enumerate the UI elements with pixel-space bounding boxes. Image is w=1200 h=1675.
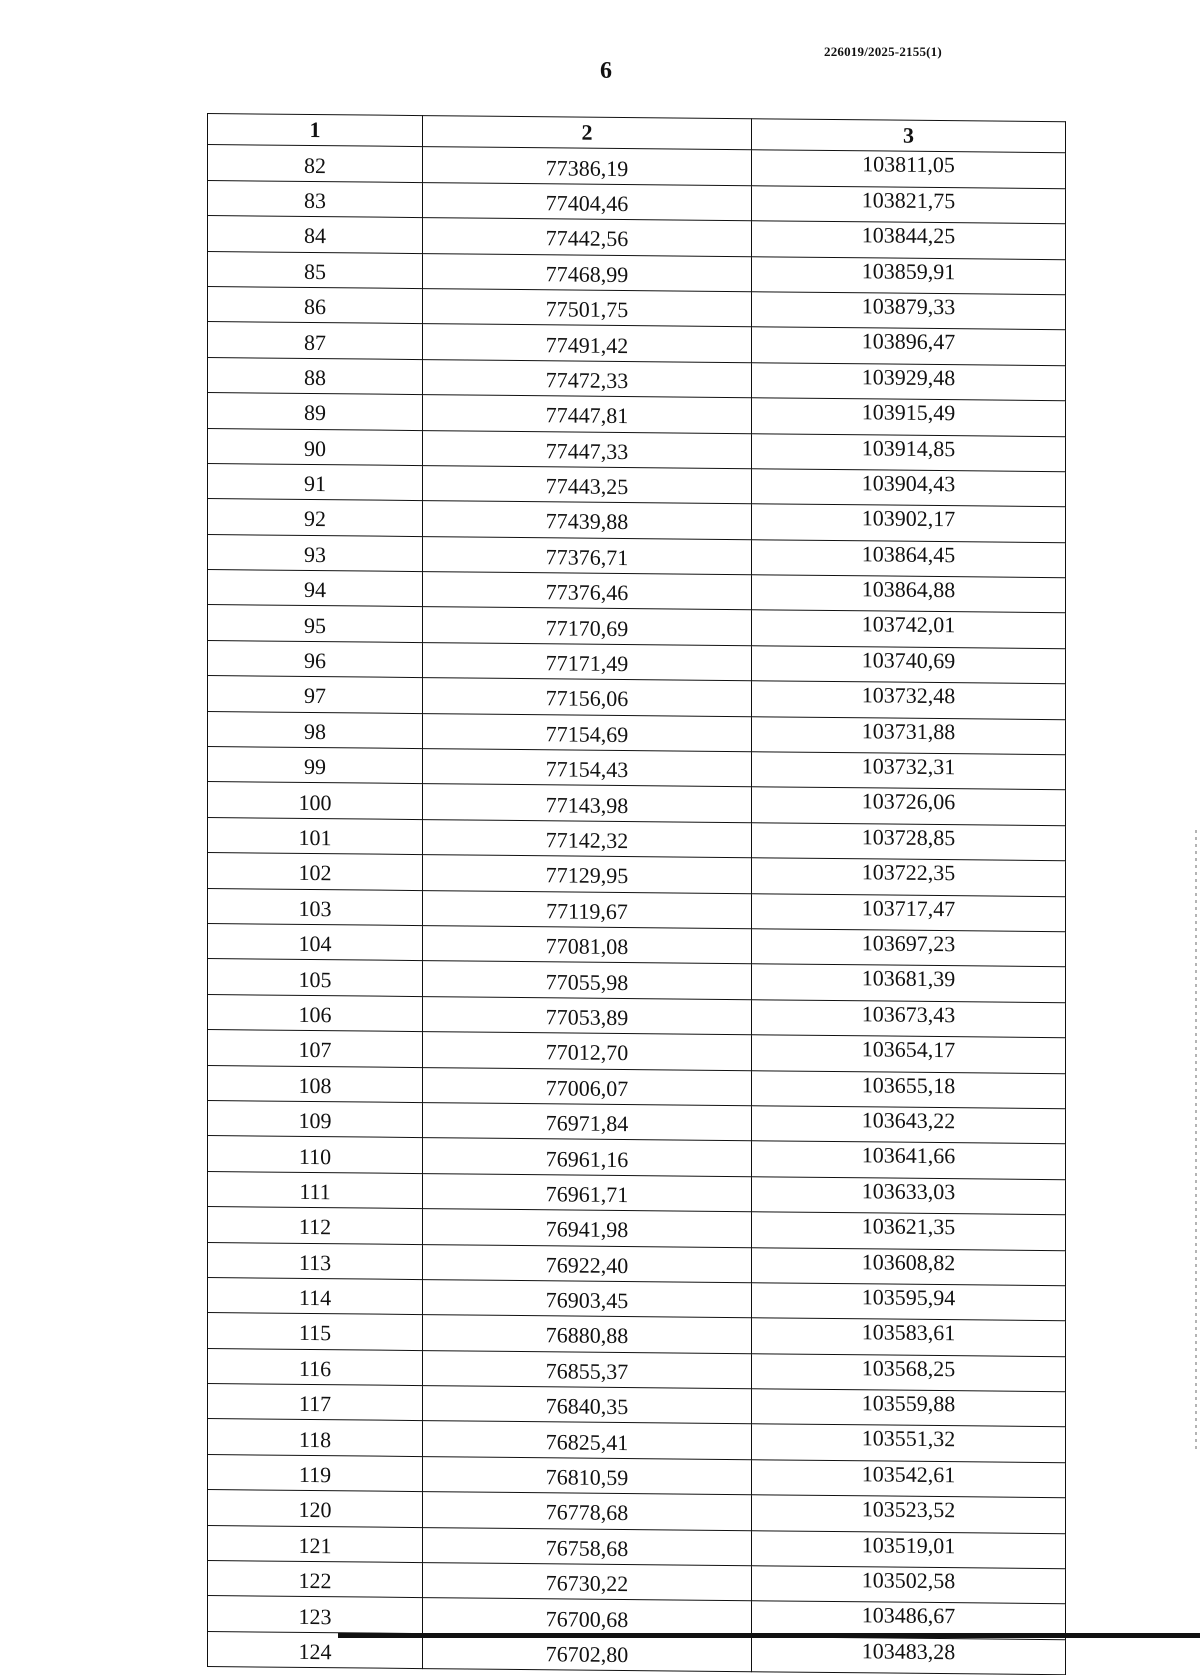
y-coordinate-cell: 103595,94: [752, 1283, 1066, 1321]
page-number: 6: [600, 58, 612, 84]
x-coordinate-cell: 77386,19: [423, 147, 752, 186]
point-number-cell: 91: [208, 463, 423, 500]
point-number-cell: 92: [208, 499, 423, 536]
y-coordinate-cell: 103811,05: [752, 150, 1066, 188]
x-coordinate-cell: 77156,06: [423, 678, 752, 717]
point-number-cell: 96: [208, 640, 423, 677]
y-coordinate-cell: 103633,03: [752, 1176, 1066, 1214]
x-coordinate-cell: 77447,81: [423, 395, 752, 434]
x-coordinate-cell: 76855,37: [423, 1350, 752, 1389]
y-coordinate-cell: 103483,28: [752, 1637, 1066, 1675]
point-number-cell: 110: [208, 1136, 423, 1173]
y-coordinate-cell: 103896,47: [752, 327, 1066, 365]
point-number-cell: 88: [208, 357, 423, 394]
point-number-cell: 98: [208, 711, 423, 748]
document-number: 226019/2025-2155(1): [824, 44, 942, 59]
y-coordinate-cell: 103655,18: [752, 1070, 1066, 1108]
y-coordinate-cell: 103859,91: [752, 256, 1066, 294]
x-coordinate-cell: 76922,40: [423, 1244, 752, 1283]
y-coordinate-cell: 103697,23: [752, 929, 1066, 967]
y-coordinate-cell: 103879,33: [752, 292, 1066, 330]
x-coordinate-cell: 76758,68: [423, 1527, 752, 1566]
y-coordinate-cell: 103726,06: [752, 787, 1066, 825]
column-header-1: 1: [208, 114, 423, 147]
y-coordinate-cell: 103608,82: [752, 1247, 1066, 1285]
point-number-cell: 121: [208, 1525, 423, 1562]
x-coordinate-cell: 77472,33: [423, 359, 752, 398]
point-number-cell: 84: [208, 216, 423, 253]
point-number-cell: 82: [208, 145, 423, 182]
point-number-cell: 103: [208, 888, 423, 925]
margin-stamp-text: [1195, 830, 1197, 1450]
y-coordinate-cell: 103732,48: [752, 681, 1066, 719]
point-number-cell: 114: [208, 1277, 423, 1314]
x-coordinate-cell: 77171,49: [423, 642, 752, 681]
point-number-cell: 101: [208, 817, 423, 854]
x-coordinate-cell: 76730,22: [423, 1563, 752, 1602]
x-coordinate-cell: 77376,46: [423, 572, 752, 611]
y-coordinate-cell: 103542,61: [752, 1460, 1066, 1498]
y-coordinate-cell: 103742,01: [752, 610, 1066, 648]
point-number-cell: 100: [208, 782, 423, 819]
x-coordinate-cell: 77053,89: [423, 996, 752, 1035]
x-coordinate-cell: 77404,46: [423, 182, 752, 221]
y-coordinate-cell: 103551,32: [752, 1424, 1066, 1462]
x-coordinate-cell: 77376,71: [423, 536, 752, 575]
x-coordinate-cell: 76810,59: [423, 1456, 752, 1495]
y-coordinate-cell: 103717,47: [752, 893, 1066, 931]
x-coordinate-cell: 77143,98: [423, 784, 752, 823]
point-number-cell: 85: [208, 251, 423, 288]
y-coordinate-cell: 103728,85: [752, 823, 1066, 861]
y-coordinate-cell: 103568,25: [752, 1353, 1066, 1391]
point-number-cell: 107: [208, 1030, 423, 1067]
y-coordinate-cell: 103641,66: [752, 1141, 1066, 1179]
x-coordinate-cell: 77006,07: [423, 1067, 752, 1106]
y-coordinate-cell: 103681,39: [752, 964, 1066, 1002]
point-number-cell: 102: [208, 853, 423, 890]
point-number-cell: 93: [208, 534, 423, 571]
x-coordinate-cell: 77439,88: [423, 501, 752, 540]
y-coordinate-cell: 103583,61: [752, 1318, 1066, 1356]
y-coordinate-cell: 103902,17: [752, 504, 1066, 542]
x-coordinate-cell: 77447,33: [423, 430, 752, 469]
x-coordinate-cell: 77442,56: [423, 218, 752, 257]
point-number-cell: 86: [208, 286, 423, 323]
point-number-cell: 94: [208, 570, 423, 607]
coordinates-table: [207, 113, 1066, 1675]
x-coordinate-cell: 76840,35: [423, 1386, 752, 1425]
x-coordinate-cell: 77491,42: [423, 324, 752, 363]
x-coordinate-cell: 77443,25: [423, 465, 752, 504]
x-coordinate-cell: 77468,99: [423, 253, 752, 292]
point-number-cell: 112: [208, 1207, 423, 1244]
point-number-cell: 89: [208, 393, 423, 430]
y-coordinate-cell: 103821,75: [752, 186, 1066, 224]
x-coordinate-cell: 76700,68: [423, 1598, 752, 1637]
point-number-cell: 115: [208, 1313, 423, 1350]
x-coordinate-cell: 76880,88: [423, 1315, 752, 1354]
x-coordinate-cell: 77142,32: [423, 819, 752, 858]
x-coordinate-cell: 77154,43: [423, 749, 752, 788]
point-number-cell: 124: [208, 1631, 423, 1668]
y-coordinate-cell: 103523,52: [752, 1495, 1066, 1533]
x-coordinate-cell: 76961,16: [423, 1138, 752, 1177]
y-coordinate-cell: 103844,25: [752, 221, 1066, 259]
y-coordinate-cell: 103519,01: [752, 1530, 1066, 1568]
y-coordinate-cell: 103643,22: [752, 1106, 1066, 1144]
x-coordinate-cell: 76941,98: [423, 1209, 752, 1248]
point-number-cell: 119: [208, 1454, 423, 1491]
y-coordinate-cell: 103929,48: [752, 362, 1066, 400]
x-coordinate-cell: 76971,84: [423, 1103, 752, 1142]
y-coordinate-cell: 103732,31: [752, 752, 1066, 790]
x-coordinate-cell: 76778,68: [423, 1492, 752, 1531]
y-coordinate-cell: 103904,43: [752, 469, 1066, 507]
point-number-cell: 123: [208, 1596, 423, 1633]
coordinates-table-container: [207, 113, 1065, 1675]
point-number-cell: 109: [208, 1100, 423, 1137]
point-number-cell: 108: [208, 1065, 423, 1102]
y-coordinate-cell: 103914,85: [752, 433, 1066, 471]
point-number-cell: 111: [208, 1171, 423, 1208]
y-coordinate-cell: 103621,35: [752, 1212, 1066, 1250]
y-coordinate-cell: 103740,69: [752, 646, 1066, 684]
point-number-cell: 120: [208, 1490, 423, 1527]
point-number-cell: 87: [208, 322, 423, 359]
y-coordinate-cell: 103731,88: [752, 716, 1066, 754]
y-coordinate-cell: 103502,58: [752, 1566, 1066, 1604]
x-coordinate-cell: 77170,69: [423, 607, 752, 646]
y-coordinate-cell: 103864,88: [752, 575, 1066, 613]
y-coordinate-cell: 103722,35: [752, 858, 1066, 896]
point-number-cell: 99: [208, 747, 423, 784]
y-coordinate-cell: 103654,17: [752, 1035, 1066, 1073]
x-coordinate-cell: 76825,41: [423, 1421, 752, 1460]
x-coordinate-cell: 76903,45: [423, 1279, 752, 1318]
point-number-cell: 83: [208, 180, 423, 217]
point-number-cell: 106: [208, 994, 423, 1031]
y-coordinate-cell: 103486,67: [752, 1601, 1066, 1639]
point-number-cell: 104: [208, 923, 423, 960]
x-coordinate-cell: 77012,70: [423, 1032, 752, 1071]
y-coordinate-cell: 103915,49: [752, 398, 1066, 436]
point-number-cell: 113: [208, 1242, 423, 1279]
point-number-cell: 90: [208, 428, 423, 465]
x-coordinate-cell: 76702,80: [423, 1633, 752, 1672]
bottom-rule: [338, 1633, 1200, 1638]
y-coordinate-cell: 103864,45: [752, 539, 1066, 577]
x-coordinate-cell: 77119,67: [423, 890, 752, 929]
point-number-cell: 122: [208, 1561, 423, 1598]
point-number-cell: 97: [208, 676, 423, 713]
x-coordinate-cell: 77129,95: [423, 855, 752, 894]
point-number-cell: 118: [208, 1419, 423, 1456]
table-body: [208, 145, 1066, 1675]
point-number-cell: 95: [208, 605, 423, 642]
point-number-cell: 116: [208, 1348, 423, 1385]
column-header-2: 2: [423, 116, 752, 151]
y-coordinate-cell: 103559,88: [752, 1389, 1066, 1427]
x-coordinate-cell: 77081,08: [423, 926, 752, 965]
x-coordinate-cell: 77501,75: [423, 289, 752, 328]
x-coordinate-cell: 77154,69: [423, 713, 752, 752]
point-number-cell: 105: [208, 959, 423, 996]
column-header-3: 3: [752, 119, 1066, 153]
x-coordinate-cell: 76961,71: [423, 1173, 752, 1212]
point-number-cell: 117: [208, 1384, 423, 1421]
y-coordinate-cell: 103673,43: [752, 999, 1066, 1037]
x-coordinate-cell: 77055,98: [423, 961, 752, 1000]
